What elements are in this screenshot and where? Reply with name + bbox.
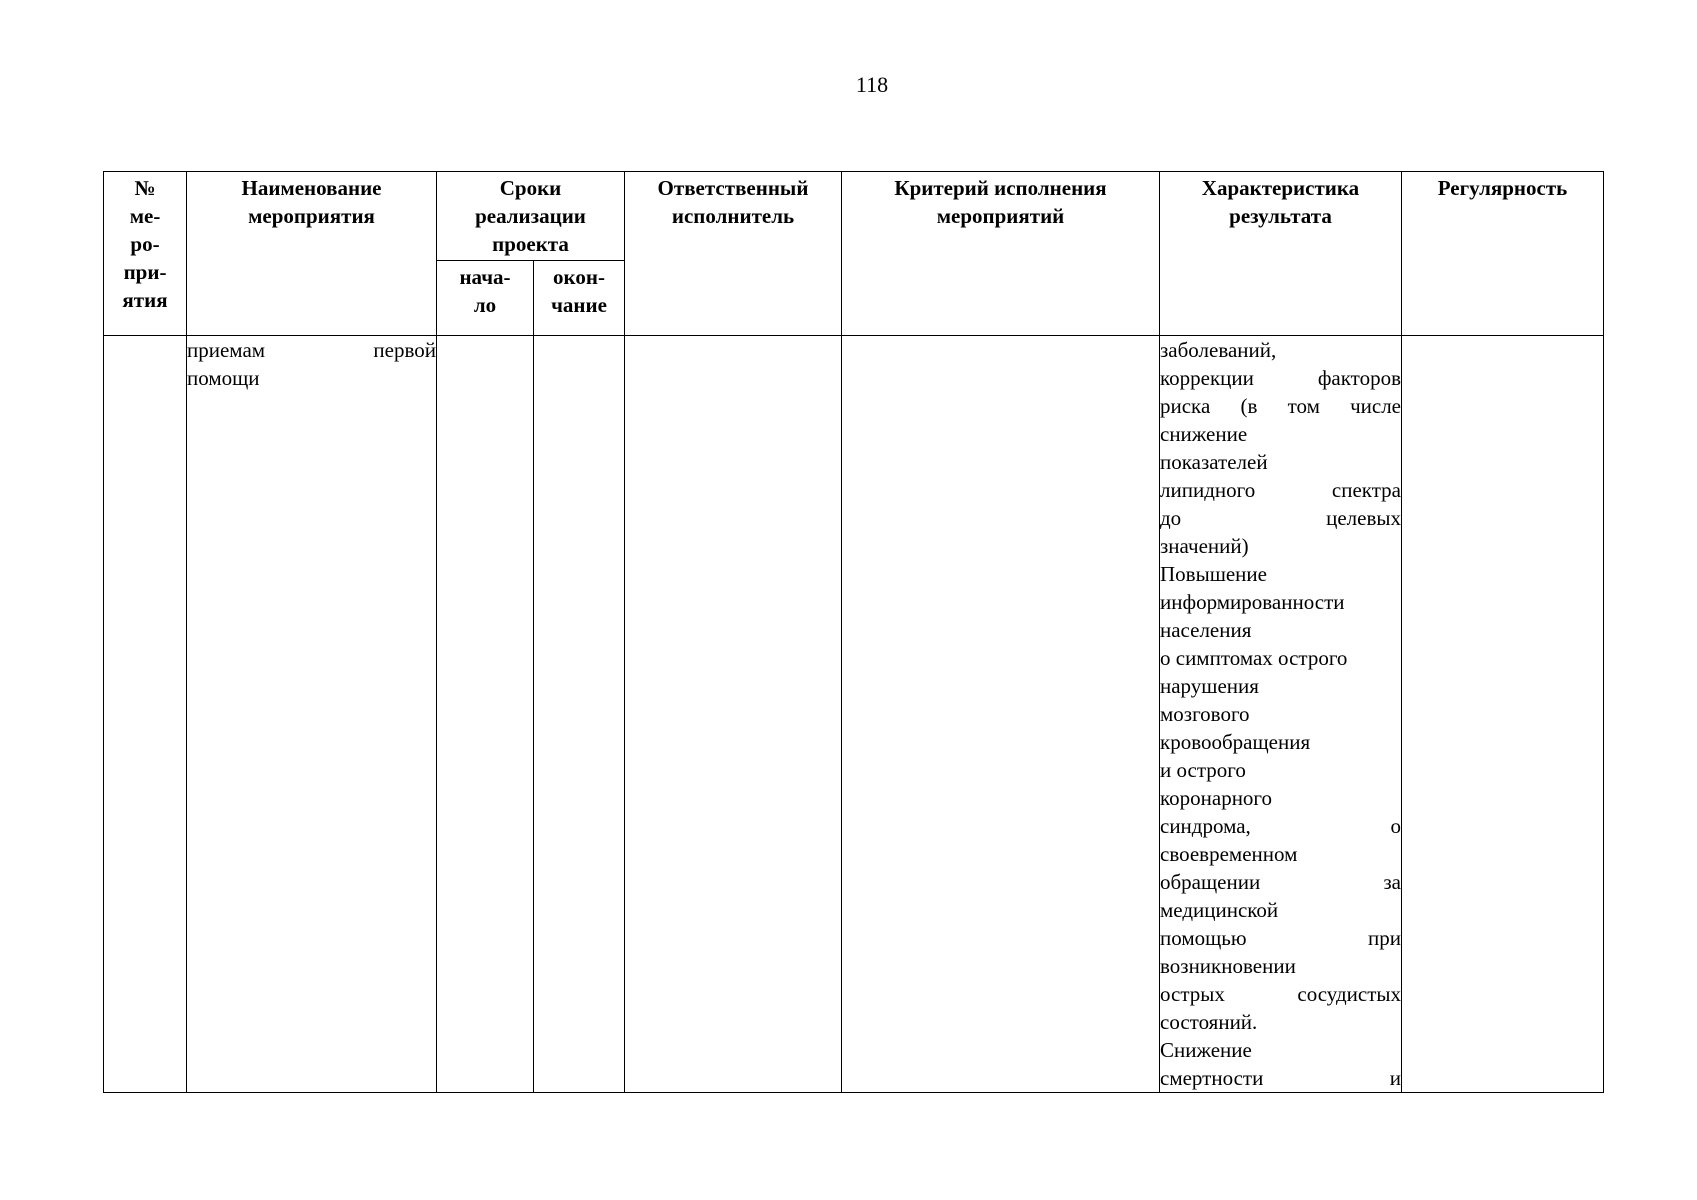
result-line: населения: [1160, 618, 1252, 642]
header-number-line: при-: [123, 260, 167, 284]
result-line: острых сосудистых: [1160, 982, 1401, 1006]
result-line: коррекции факторов: [1160, 366, 1401, 390]
result-line: до целевых: [1160, 506, 1401, 530]
header-number-line: ме-: [129, 204, 161, 228]
result-line: и острого: [1160, 758, 1246, 782]
result-line: нарушения: [1160, 674, 1259, 698]
activities-table: [103, 171, 1604, 1093]
header-criterion: Критерий исполнения мероприятий: [842, 172, 1160, 336]
cell-start: [437, 336, 534, 1093]
result-line: значений): [1160, 534, 1249, 558]
header-start-line: ло: [473, 293, 497, 317]
result-line: синдрома, о: [1160, 814, 1401, 838]
result-line: медицинской: [1160, 898, 1279, 922]
cell-criterion: [842, 336, 1160, 1093]
result-line: информированности: [1160, 590, 1345, 614]
cell-name: [187, 336, 437, 1093]
header-responsible: Ответственный исполнитель: [625, 172, 842, 336]
result-line: мозгового: [1160, 702, 1250, 726]
header-regularity: Регулярность: [1402, 172, 1604, 336]
header-number-line: №: [134, 176, 156, 200]
result-line: состояний.: [1160, 1010, 1258, 1034]
header-end: [534, 261, 625, 336]
cell-number: [104, 336, 187, 1093]
header-terms: Сроки реализации проекта: [437, 172, 625, 261]
header-start: [437, 261, 534, 336]
result-line: своевременном: [1160, 842, 1298, 866]
header-end-line: чание: [551, 293, 607, 317]
result-line: Повышение: [1160, 562, 1267, 586]
result-line: помощью при: [1160, 926, 1401, 950]
result-line: обращении за: [1160, 870, 1401, 894]
result-line: о симптомах острого: [1160, 646, 1348, 670]
header-start-line: нача-: [459, 265, 511, 289]
cell-result: [1160, 336, 1402, 1093]
result-line: заболеваний,: [1160, 338, 1277, 362]
cell-name-line: помощи: [187, 366, 260, 390]
result-line: показателей: [1160, 450, 1268, 474]
page-number: 118: [855, 72, 889, 97]
cell-name-line: приемам первой: [187, 338, 436, 362]
header-number-line: ро-: [130, 232, 160, 256]
result-line: снижение: [1160, 422, 1248, 446]
cell-regularity: [1402, 336, 1604, 1093]
cell-responsible: [625, 336, 842, 1093]
header-number-line: ятия: [122, 288, 168, 312]
result-line: возникновении: [1160, 954, 1296, 978]
result-line: смертности и: [1160, 1066, 1401, 1090]
header-name: Наименование мероприятия: [187, 172, 437, 336]
header-result: Характеристика результата: [1160, 172, 1402, 336]
result-line: липидного спектра: [1160, 478, 1401, 502]
header-end-line: окон-: [553, 265, 605, 289]
table-row: [104, 336, 1604, 1093]
header-number: [104, 172, 187, 336]
cell-end: [534, 336, 625, 1093]
result-line: риска (в том числе: [1160, 394, 1401, 418]
result-line: кровообращения: [1160, 730, 1311, 754]
result-line: коронарного: [1160, 786, 1273, 810]
result-line: Снижение: [1160, 1038, 1252, 1062]
